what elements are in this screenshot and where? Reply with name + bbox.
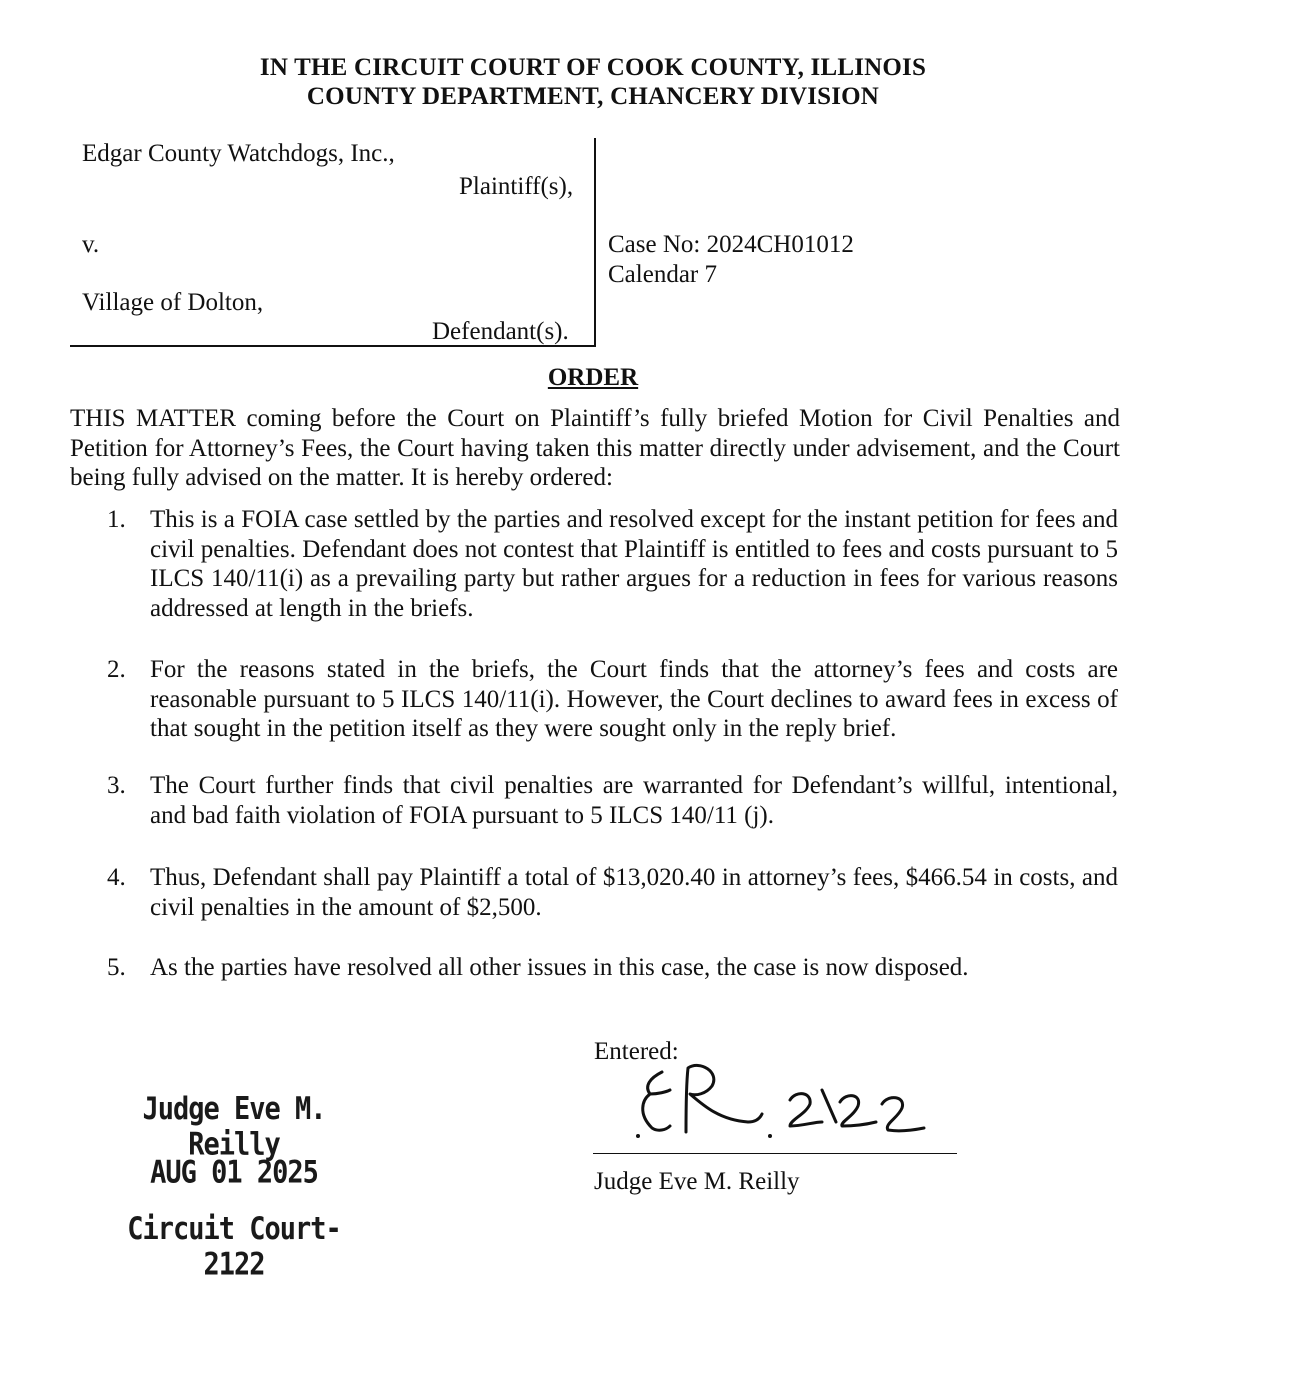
case-number: Case No: 2024CH01012 — [608, 231, 854, 258]
item-text: Thus, Defendant shall pay Plaintiff a total of $13,020.40 in attorney’s fees, $466.54 in costs, and civil penalties in the amount of $2,500. — [150, 864, 1118, 921]
plaintiff-role: Plaintiff(s), — [459, 173, 574, 200]
stamp-date: AUG 01 2025 — [150, 1154, 318, 1191]
item-text: For the reasons stated in the briefs, the Court finds that the attorney’s fees and costs are reasonable pursuant to 5 ILCS 140/11(i). However, the Court declines to award fees in excess of that sought in the petition itself as they were sought only in the reply brief. — [150, 656, 1118, 742]
item-number: 3. — [107, 772, 126, 799]
order-title: ORDER — [547, 364, 639, 391]
stamp-judge-name: Judge Eve M. Reilly — [142, 1091, 326, 1163]
plaintiff-name: Edgar County Watchdogs, Inc., — [82, 140, 395, 167]
item-text: This is a FOIA case settled by the parties and resolved except for the instant petition for fees and civil penalties. Defendant does not contest that Plaintiff is entitled to fees and costs pursuant to 5 ILCS 140/11(i) as a prevailing party but rather argues for a reduction in fees for various reasons addressed at length in the briefs. — [150, 506, 1118, 622]
versus: v. — [82, 231, 100, 258]
order-intro: THIS MATTER coming before the Court on Plaintiff’s fully briefed Motion for Civil Penalties and Petition for Attorney’s Fees, the Court having taken this matter directly under advisement, and the Court being fully advised on the matter. It is hereby ordered: — [70, 405, 1120, 491]
item-text: As the parties have resolved all other issues in this case, the case is now disposed. — [150, 954, 969, 981]
signature-judge-name: Judge Eve M. Reilly — [594, 1168, 800, 1195]
item-number: 2. — [107, 656, 126, 683]
item-text: The Court further finds that civil penalties are warranted for Defendant’s willful, intentional, and bad faith violation of FOIA pursuant to 5 ILCS 140/11 (j). — [150, 772, 1118, 829]
calendar-number: Calendar 7 — [608, 261, 717, 288]
item-number: 5. — [107, 954, 126, 981]
item-number: 1. — [107, 506, 126, 533]
division-heading: COUNTY DEPARTMENT, CHANCERY DIVISION — [306, 83, 880, 110]
caption-bottom-rule — [70, 345, 596, 347]
court-heading: IN THE CIRCUIT COURT OF COOK COUNTY, ILLINOIS — [259, 54, 927, 81]
defendant-role: Defendant(s). — [432, 318, 569, 345]
signature-line — [593, 1153, 957, 1154]
entered-label: Entered: — [594, 1038, 679, 1065]
caption-divider — [594, 138, 596, 346]
defendant-name: Village of Dolton, — [82, 289, 264, 316]
judge-signature — [600, 1050, 960, 1150]
stamp-court: Circuit Court-2122 — [127, 1211, 341, 1283]
item-number: 4. — [107, 864, 126, 891]
